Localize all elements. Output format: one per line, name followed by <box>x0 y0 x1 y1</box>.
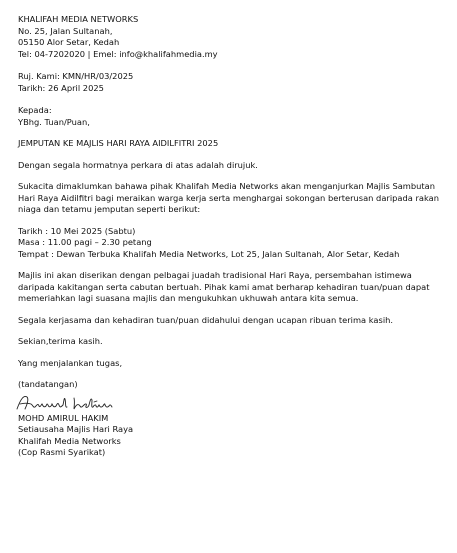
spacer <box>18 216 442 226</box>
body-paragraph-3: Segala kerjasama dan kehadiran tuan/puan didahului dengan ucapan ribuan terima kasih. <box>18 314 394 325</box>
event-venue: Tempat : Dewan Terbuka Khalifah Media Networks, Lot 25, Jalan Sultanah, Alor Setar, Kedah <box>18 248 400 259</box>
closing-yang: Yang menjalankan tugas, <box>18 357 123 368</box>
letterhead <box>18 14 442 60</box>
opening-line: Dengan segala hormatnya perkara di atas adalah dirujuk. <box>18 159 258 170</box>
reference-block <box>18 71 442 94</box>
body-paragraph-1: Sukacita dimaklumkan bahawa pihak Khalifah Media Networks akan menganjurkan Majlis Sambutan Hari Raya Aidilfitri bagi meraikan warga kerja serta menghargai sokongan berterusan daripada rakan niaga dan tetamu jemputan seperti berikut: <box>18 181 439 214</box>
event-date: Tarikh : 10 Mei 2025 (Sabtu) <box>18 225 136 236</box>
contact-line: Tel: 04-7202020 | Emel: info@khalifahmedia.my <box>18 48 218 59</box>
body-paragraph-2: Majlis ini akan diserikan dengan pelbagai juadah tradisional Hari Raya, persembahan istimewa daripada kakitangan serta cabutan bertuah. Pihak kami amat berharap kehadiran tuan/puan dapat memeriahkan lagi suasana majlis dan mengukuhkan ukhuwah antara kita semua. <box>18 270 430 303</box>
spacer <box>18 128 442 138</box>
spacer <box>18 348 442 358</box>
reference-number: Ruj. Kami: KMN/HR/03/2025 <box>18 71 134 81</box>
recipient-block <box>18 105 442 128</box>
letter <box>18 14 442 459</box>
recipient-label: Kepada: <box>18 105 52 115</box>
letter-date: Tarikh: 26 April 2025 <box>18 82 104 93</box>
closing-thanks: Sekian,terima kasih. <box>18 336 103 346</box>
address-line-1: No. 25, Jalan Sultanah, <box>18 25 113 36</box>
event-details <box>18 226 442 261</box>
address-line-2: 05150 Alor Setar, Kedah <box>18 37 120 47</box>
recipient-name: YBhg. Tuan/Puan, <box>18 116 90 127</box>
handwritten-signature <box>18 391 442 413</box>
spacer <box>18 171 442 181</box>
signatory-company: Khalifah Media Networks <box>18 435 121 446</box>
signature-image <box>14 393 124 413</box>
spacer <box>18 94 442 105</box>
signature-placeholder: (tandatangan) <box>18 379 78 389</box>
subject-line: JEMPUTAN KE MAJLIS HARI RAYA AIDILFITRI 2025 <box>18 138 219 148</box>
company-name: KHALIFAH MEDIA NETWORKS <box>18 14 139 24</box>
spacer <box>18 260 442 270</box>
spacer <box>18 326 442 336</box>
signatory-name: MOHD AMIRUL HAKIM <box>18 412 109 423</box>
company-stamp-note: (Cop Rasmi Syarikat) <box>18 447 106 457</box>
event-time: Masa : 11.00 pagi – 2.30 petang <box>18 237 152 247</box>
signatory-title: Setiausaha Majlis Hari Raya <box>18 424 134 434</box>
spacer <box>18 60 442 71</box>
spacer <box>18 305 442 315</box>
signatory-block <box>18 413 442 459</box>
spacer <box>18 369 442 379</box>
spacer <box>18 150 442 160</box>
